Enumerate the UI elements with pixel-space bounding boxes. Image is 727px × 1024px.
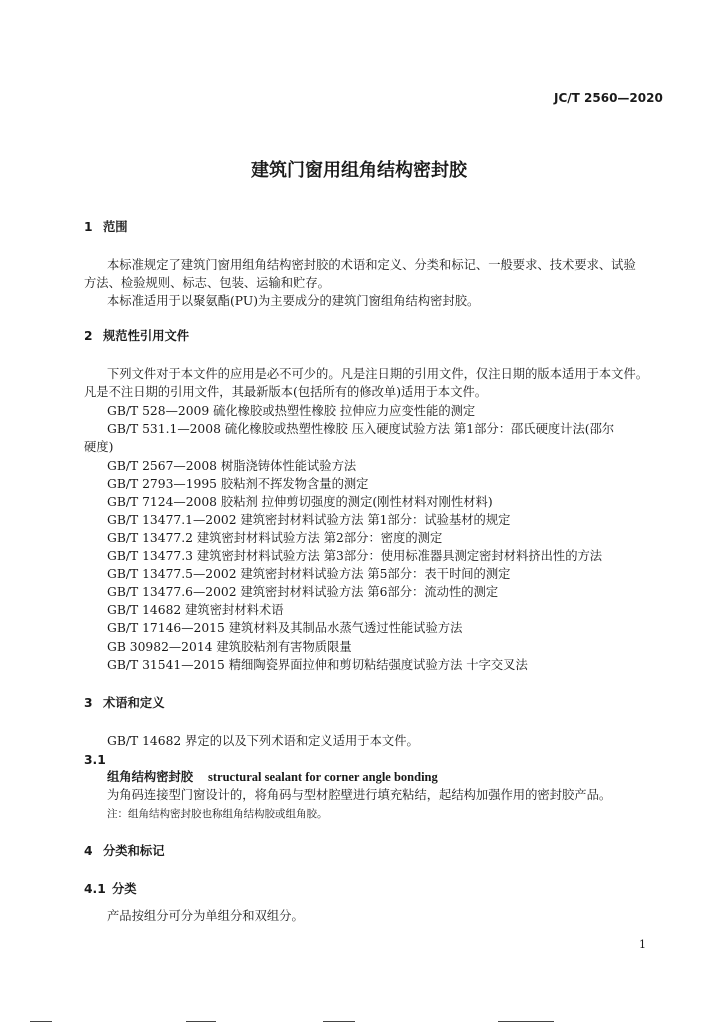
reference-item: GB/T 13477.1—2002 建筑密封材料试验方法 第1部分：试验基材的规定 [107,513,511,527]
scope-paragraph-line-2: 方法、检验规则、标志、包装、运输和贮存。 [84,276,330,290]
reference-item: GB/T 13477.3 建筑密封材料试验方法 第3部分：使用标准器具测定密封材料挤出性的方法 [107,549,603,563]
clause-4-1-number: 4.1 [84,882,106,896]
section-1-title: 范围 [103,220,128,234]
reference-item: GB/T 528—2009 硫化橡胶或热塑性橡胶 拉伸应力应变性能的测定 [107,404,476,418]
section-1-number: 1 [84,220,93,234]
section-4-number: 4 [84,844,93,858]
reference-item: GB/T 17146—2015 建筑材料及其制品水蒸气透过性能试验方法 [107,621,463,635]
reference-item: GB/T 2567—2008 树脂浇铸体性能试验方法 [107,459,357,473]
scope-applicability: 本标准适用于以聚氨酯(PU)为主要成分的建筑门窗组角结构密封胶。 [107,294,480,308]
section-2-title: 规范性引用文件 [103,329,190,343]
scope-paragraph-line-1: 本标准规定了建筑门窗用组角结构密封胶的术语和定义、分类和标记、一般要求、技术要求、试验 [107,258,636,272]
term-chinese: 组角结构密封胶 [107,769,194,784]
references-intro-line-2: 凡是不注日期的引用文件，其最新版本(包括所有的修改单)适用于本文件。 [84,385,488,399]
reference-item: GB/T 31541—2015 精细陶瓷界面拉伸和剪切粘结强度试验方法 十字交叉法 [107,658,528,672]
term-note: 注：组角结构密封胶也称组角结构胶或组角胶。 [107,808,328,820]
classification-text: 产品按组分可分为单组分和双组分。 [107,909,304,923]
page-number: 1 [639,938,646,951]
terms-intro: GB/T 14682 界定的以及下列术语和定义适用于本文件。 [107,734,419,748]
reference-item: GB/T 14682 建筑密封材料术语 [107,603,284,617]
standard-number: JC/T 2560—2020 [554,91,663,105]
reference-item: GB/T 531.1—2008 硫化橡胶或热塑性橡胶 压入硬度试验方法 第1部分：邵氏硬度计法(邵尔 [107,422,615,436]
reference-item: GB/T 7124—2008 胶粘剂 拉伸剪切强度的测定(刚性材料对刚性材料) [107,495,493,509]
scan-mark [30,1021,52,1022]
clause-4-1-title: 分类 [112,882,137,896]
section-3-number: 3 [84,696,93,710]
reference-item: GB 30982—2014 建筑胶粘剂有害物质限量 [107,640,352,654]
term-definition: 为角码连接型门窗设计的，将角码与型材腔壁进行填充粘结，起结构加强作用的密封胶产品。 [107,788,612,802]
clause-3-1-number: 3.1 [84,753,106,767]
term-english: structural sealant for corner angle bonding [208,770,438,784]
scan-mark [186,1021,216,1022]
section-4-title: 分类和标记 [103,844,165,858]
references-intro-line-1: 下列文件对于本文件的应用是必不可少的。凡是注日期的引用文件，仅注日期的版本适用于本文件。 [107,367,649,381]
reference-item: GB/T 2793—1995 胶粘剂不挥发物含量的测定 [107,477,369,491]
scan-mark [498,1021,554,1022]
scan-mark [323,1021,355,1022]
document-title: 建筑门窗用组角结构密封胶 [251,160,467,181]
reference-item: GB/T 13477.5—2002 建筑密封材料试验方法 第5部分：表干时间的测定 [107,567,511,581]
section-2-number: 2 [84,329,93,343]
reference-item-continuation: 硬度) [84,440,114,454]
section-3-title: 术语和定义 [103,696,165,710]
reference-item: GB/T 13477.6—2002 建筑密封材料试验方法 第6部分：流动性的测定 [107,585,499,599]
reference-item: GB/T 13477.2 建筑密封材料试验方法 第2部分：密度的测定 [107,531,443,545]
